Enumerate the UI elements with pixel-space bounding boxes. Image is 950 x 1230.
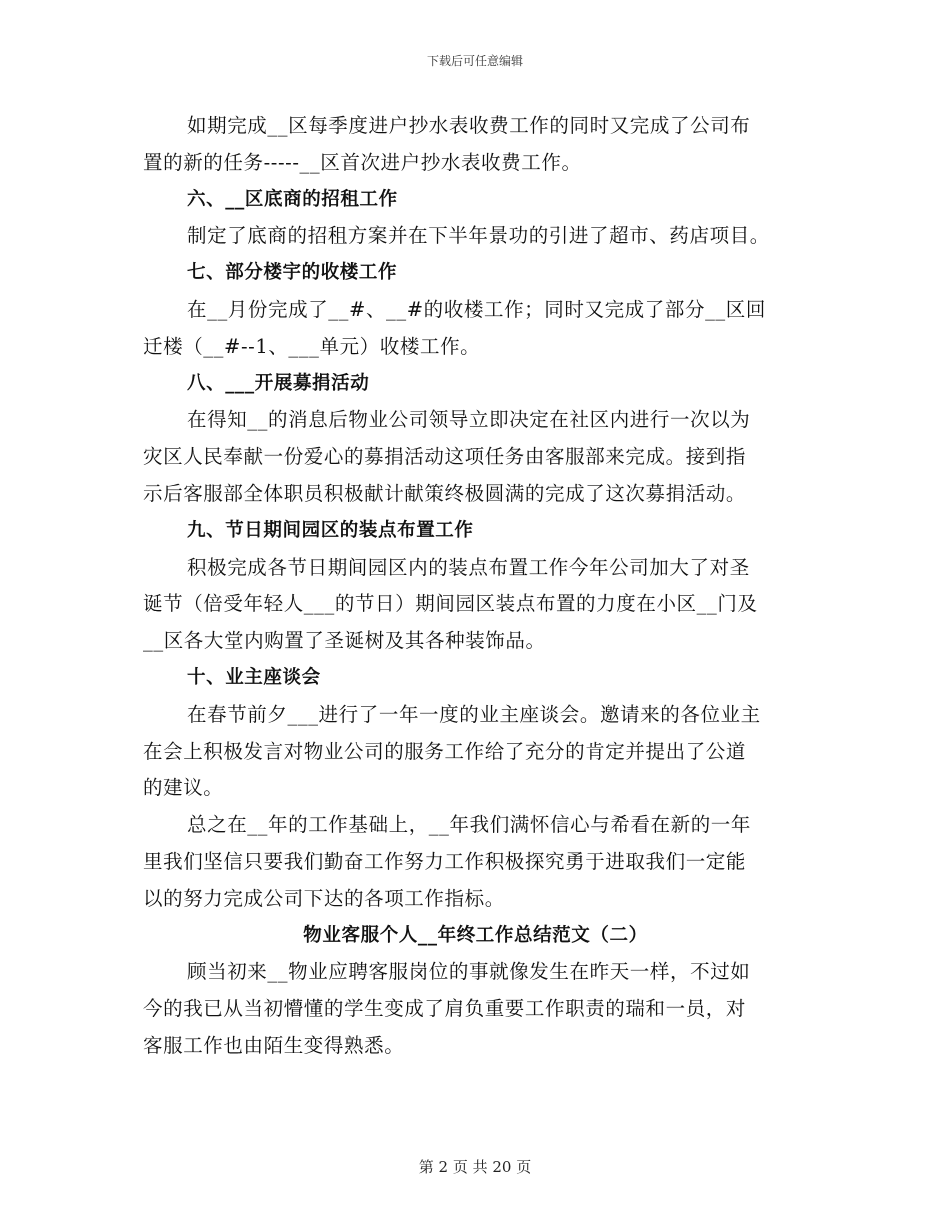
paragraph-line: 灾区人民奉献一份爱心的募捐活动这项任务由客服部来完成。接到指 <box>143 445 747 469</box>
paragraph-line: __区各大堂内购置了圣诞树及其各种装饰品。 <box>143 629 546 653</box>
paragraph-line: 诞节（倍受年轻人___的节日）期间园区装点布置的力度在小区__门及 <box>143 592 758 616</box>
section-heading-9: 九、节日期间园区的装点布置工作 <box>187 519 474 541</box>
paragraph-line: 客服工作也由陌生变得熟悉。 <box>143 1033 405 1057</box>
section-heading-10: 十、业主座谈会 <box>187 666 321 688</box>
paragraph-line: 今的我已从当初懵懂的学生变成了肩负重要工作职责的瑞和一员，对 <box>143 997 747 1021</box>
section-heading-6: 六、__区底商的招租工作 <box>187 188 398 210</box>
paragraph-line: 在__月份完成了__#、__#的收楼工作；同时又完成了部分__区回 <box>187 297 766 321</box>
paragraph-line: 在得知__的消息后物业公司领导立即决定在社区内进行一次以为 <box>187 408 751 432</box>
document-body <box>143 108 808 1065</box>
section-heading-8: 八、___开展募捐活动 <box>187 372 370 394</box>
paragraph-line: 示后客服部全体职员积极献计献策终极圆满的完成了这次募捐活动。 <box>143 481 747 505</box>
paragraph-line: 制定了底商的招租方案并在下半年景功的引进了超市、药店项目。 <box>187 224 770 248</box>
paragraph-line: 在春节前夕___进行了一年一度的业主座谈会。邀请来的各位业主 <box>187 702 761 726</box>
paragraph-line: 置的新的任务-----__区首次进户抄水表收费工作。 <box>143 150 582 174</box>
section-heading-7: 七、部分楼宇的收楼工作 <box>187 262 398 284</box>
paragraph-line: 如期完成__区每季度进户抄水表收费工作的同时又完成了公司布 <box>187 114 751 137</box>
page-header: 下载后可任意编辑 <box>426 54 523 68</box>
paragraph-line: 积极完成各节日期间园区内的装点布置工作今年公司加大了对圣 <box>187 555 750 579</box>
paragraph-line: 的建议。 <box>143 776 224 800</box>
paragraph-line: 迁楼（__#--1、___单元）收楼工作。 <box>143 334 481 358</box>
paragraph-line: 以的努力完成公司下达的各项工作指标。 <box>143 886 505 910</box>
paragraph-line: 总之在__年的工作基础上，__年我们满怀信心与希看在新的一年 <box>187 813 752 837</box>
paragraph-line: 顾当初来__物业应聘客服岗位的事就像发生在昨天一样，不过如 <box>187 960 751 984</box>
page-number-footer: 第 2 页 共 20 页 <box>418 1158 532 1176</box>
document-subtitle: 物业客服个人__年终工作总结范文（二） <box>303 924 648 946</box>
paragraph-line: 里我们坚信只要我们勤奋工作努力工作积极探究勇于进取我们一定能 <box>143 849 747 873</box>
paragraph-line: 在会上积极发言对物业公司的服务工作给了充分的肯定并提出了公道 <box>143 739 747 763</box>
